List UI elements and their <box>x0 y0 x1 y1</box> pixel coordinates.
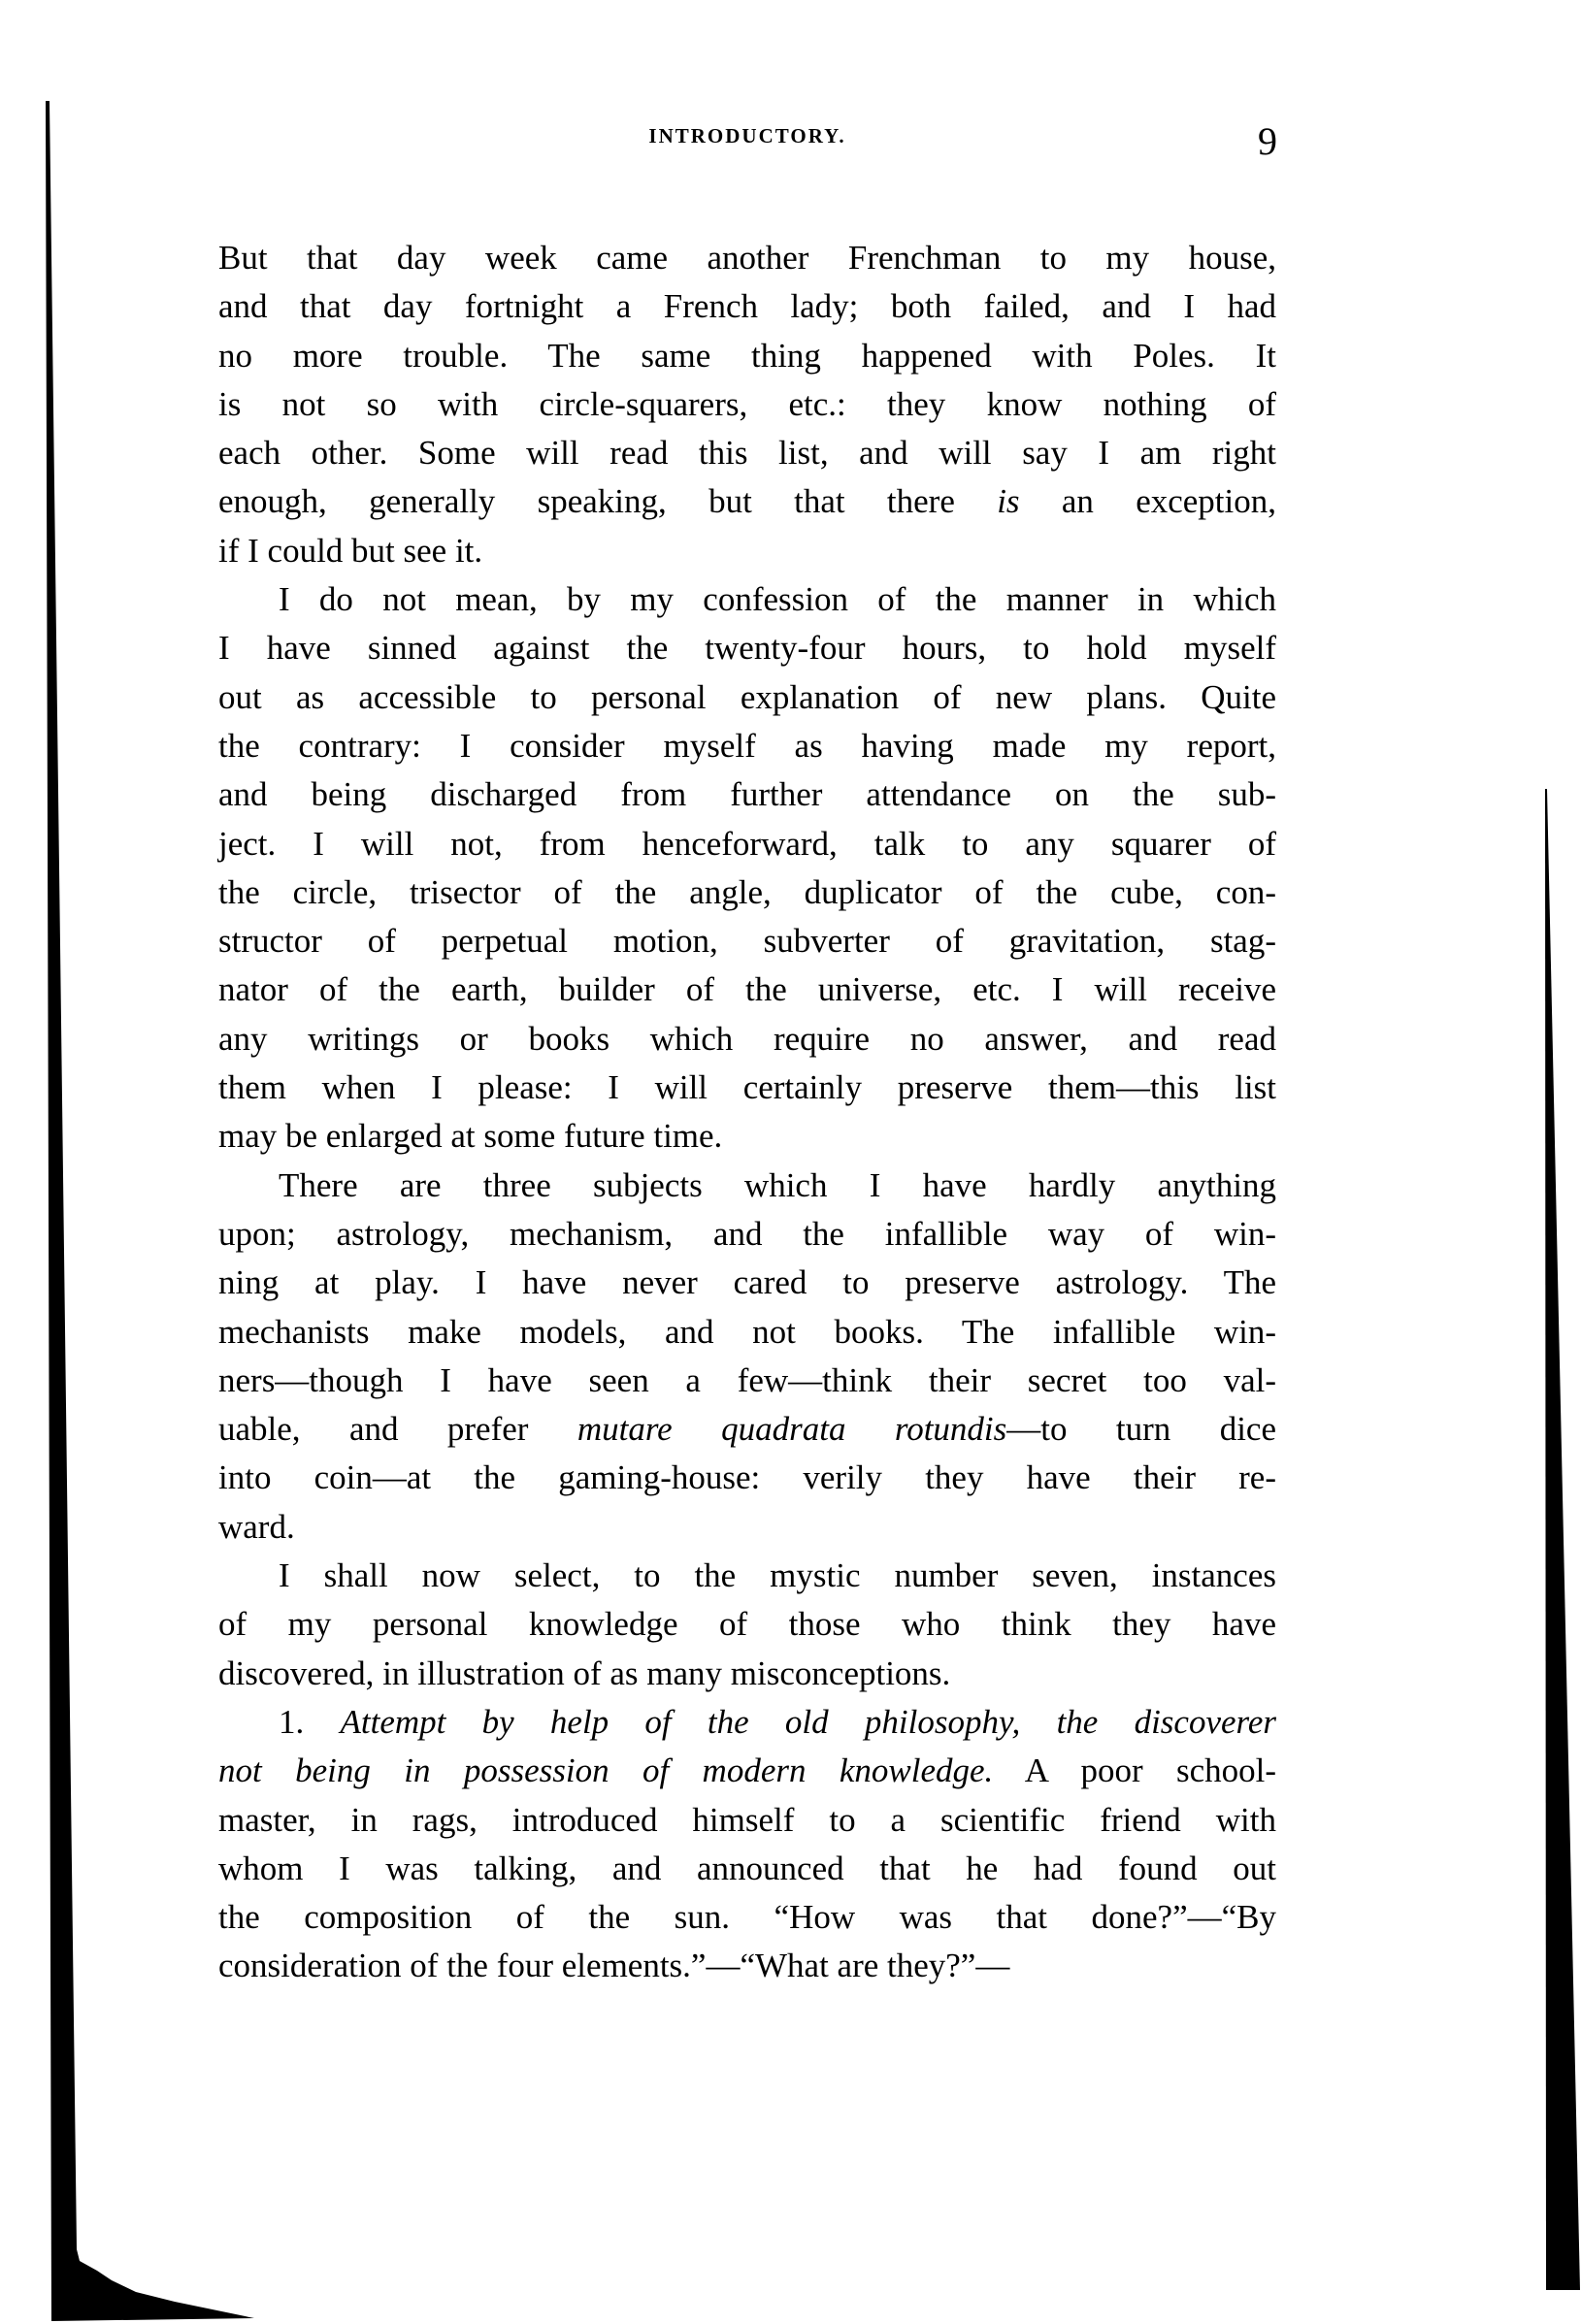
body-text <box>218 234 1276 1991</box>
italic-text: Attempt by help of the old philosophy, the discoverer <box>340 1702 1276 1741</box>
text-line: any writings or books which require no answer, and read <box>218 1019 1276 1058</box>
text-line: consideration of the four elements.”—“What are they?”— <box>218 1947 1010 1985</box>
text-line: ning at play. I have never cared to preserve astrology. The <box>218 1263 1276 1302</box>
text-line: the circle, trisector of the angle, duplicator of the cube, con- <box>218 872 1276 911</box>
text-line: But that day week came another Frenchman to my house, <box>218 239 1276 277</box>
text-line: them when I please: I will certainly preserve them—this list <box>218 1068 1276 1107</box>
text-line: may be enlarged at some future time. <box>218 1117 723 1156</box>
text-line: each other. Some will read this list, and will say I am right <box>218 434 1276 473</box>
text-line: I shall now select, to the mystic number seven, instances <box>279 1556 1276 1595</box>
text-line: 1. Attempt by help of the old philosophy, the discoverer <box>279 1702 1276 1741</box>
text-line: not being in possession of modern knowledge. A poor school- <box>218 1751 1277 1790</box>
italic-text: mutare quadrata rotundis <box>576 1410 1007 1449</box>
text-line: ners—though I have seen a few—think their secret too val- <box>218 1360 1276 1399</box>
text-line: of my personal knowledge of those who think they have <box>218 1605 1276 1644</box>
text-line: is not so with circle-squarers, etc.: they know nothing of <box>218 384 1276 423</box>
text-line: mechanists make models, and not books. The infallible win- <box>218 1312 1276 1351</box>
running-head: INTRODUCTORY. <box>648 124 846 147</box>
text-line: I have sinned against the twenty-four hours, to hold myself <box>218 629 1276 668</box>
text-line: There are three subjects which I have hardly anything <box>279 1165 1276 1204</box>
text-line: I do not mean, by my confession of the manner in which <box>279 580 1276 619</box>
paragraph <box>218 234 1276 575</box>
italic-text: not being in possession of modern knowledge. <box>218 1751 994 1790</box>
text-line: no more trouble. The same thing happened with Poles. It <box>218 336 1276 375</box>
text-line: master, in rags, introduced himself to a scientific friend with <box>218 1800 1276 1839</box>
text-line: ward. <box>218 1507 295 1546</box>
text-line: the composition of the sun. “How was that done?”—“By <box>218 1898 1276 1937</box>
text-line: whom I was talking, and announced that he had found out <box>218 1849 1276 1887</box>
text-line: upon; astrology, mechanism, and the infallible way of win- <box>218 1214 1276 1253</box>
text-line: and being discharged from further attendance on the sub- <box>218 775 1276 814</box>
italic-text: is <box>997 482 1020 521</box>
text-line: uable, and prefer mutare quadrata rotundis—to turn dice <box>218 1410 1276 1449</box>
text-line: the contrary: I consider myself as having made my report, <box>218 726 1276 765</box>
text-line: out as accessible to personal explanation of new plans. Quite <box>218 677 1276 716</box>
text-line: structor of perpetual motion, subverter of gravitation, stag- <box>218 922 1276 961</box>
text-line: nator of the earth, builder of the universe, etc. I will receive <box>218 970 1276 1009</box>
page-number: 9 <box>1258 119 1277 163</box>
paragraph <box>218 575 1276 1162</box>
text-line: ject. I will not, from henceforward, talk to any squarer of <box>218 824 1276 863</box>
paragraph <box>218 1698 1276 1991</box>
text-line: and that day fortnight a French lady; both failed, and I had <box>218 287 1276 326</box>
paragraph <box>218 1552 1276 1698</box>
text-line: into coin—at the gaming-house: verily they have their re- <box>218 1458 1276 1497</box>
text-line: discovered, in illustration of as many misconceptions. <box>218 1653 951 1692</box>
text-line: if I could but see it. <box>218 531 483 570</box>
paragraph <box>218 1162 1276 1552</box>
text-line: enough, generally speaking, but that there is an exception, <box>218 482 1277 521</box>
right-edge-shadow <box>1533 0 1581 2324</box>
